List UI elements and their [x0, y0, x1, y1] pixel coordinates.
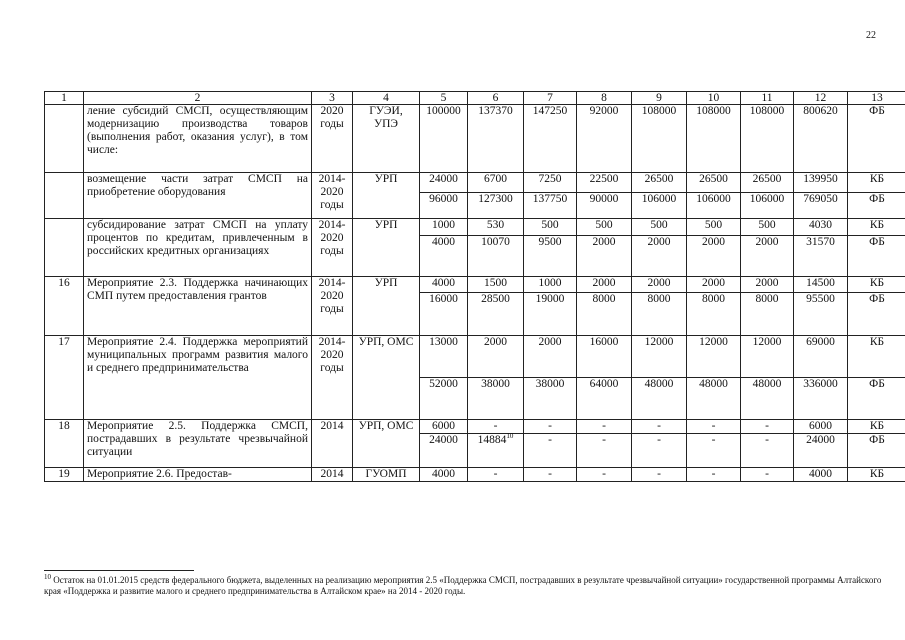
amount-cell [577, 468, 632, 482]
amount-cell [420, 420, 468, 434]
cell-value: 14884 [477, 434, 507, 446]
amount-cell [524, 219, 577, 236]
amount-cell [420, 173, 468, 193]
cell-value: 90000 [589, 193, 619, 205]
cell-value: 139950 [803, 173, 838, 185]
footnote-ref: 10 [506, 432, 514, 441]
amount-cell [741, 420, 794, 434]
amount-cell [468, 336, 524, 378]
amount-cell [794, 277, 848, 293]
amount-cell [687, 378, 741, 420]
cell-value: 24000 [806, 434, 835, 446]
amount-cell [420, 236, 468, 277]
cell-value: - [548, 468, 552, 480]
footnote-rule [44, 570, 194, 571]
cell-value: 2000 [702, 236, 725, 248]
amount-cell [632, 277, 687, 293]
amount-cell [468, 468, 524, 482]
cell-value: 500 [595, 219, 613, 231]
header-cell: 2 [84, 92, 312, 105]
amount-cell [687, 193, 741, 219]
cell-value: - [493, 420, 498, 432]
header-cell: 11 [741, 92, 794, 105]
amount-cell [687, 277, 741, 293]
activity-description: субсидирование затрат СМСП на уплату процентов по кредитам, привлеченным в российских кредитных организациях [84, 219, 312, 277]
header-cell: 9 [632, 92, 687, 105]
amount-cell [687, 219, 741, 236]
funding-source [848, 193, 905, 219]
cell-value: 1000 [538, 277, 562, 289]
amount-cell [687, 434, 741, 468]
cell-value: ФБ [869, 434, 885, 446]
amount-cell [577, 219, 632, 236]
amount-cell [420, 219, 468, 236]
cell-value: 137370 [478, 105, 513, 117]
cell-value: 12000 [752, 336, 782, 348]
amount-cell [632, 420, 687, 434]
funding-source [848, 434, 905, 468]
header-row [45, 92, 905, 105]
cell-value: 2000 [538, 336, 562, 348]
amount-cell [468, 277, 524, 293]
amount-cell [632, 336, 687, 378]
cell-value: - [765, 434, 769, 446]
cell-value: - [711, 420, 716, 432]
cell-value: 2000 [484, 336, 507, 348]
amount-cell [577, 293, 632, 336]
activity-description: Мероприятие 2.4. Поддержка мероприятий муниципальных программ развития малого и среднего предпринимательства [84, 336, 312, 420]
cell-value: 6000 [809, 420, 832, 432]
footnote-text: Остаток на 01.01.2015 средств федерального бюджета, выделенных на реализацию мероприятия 2.5 «Поддержка СМСП, пострадавших в результате чрезвычайной ситуации» государственной программы Алтайского края «Поддержка и развитие малого и среднего предпринимательства в Алтайском крае» на 2014 - 2020 годы. [44, 575, 882, 596]
row-number: 16 [45, 277, 84, 336]
table-row [45, 173, 905, 193]
amount-cell [632, 236, 687, 277]
cell-value: 106000 [696, 193, 731, 205]
cell-value: 6000 [432, 420, 455, 432]
amount-cell [687, 468, 741, 482]
page-number: 22 [866, 30, 876, 41]
period: 2014 [312, 420, 353, 468]
cell-value: 2000 [702, 277, 725, 289]
table-row [45, 336, 905, 378]
cell-value: 8000 [702, 293, 725, 305]
cell-value: 14500 [806, 277, 835, 289]
cell-value: 2000 [647, 277, 671, 289]
amount-cell [687, 236, 741, 277]
cell-value: 1000 [432, 219, 455, 231]
cell-value: 31570 [806, 236, 835, 248]
amount-cell [741, 434, 794, 468]
cell-value: 4000 [432, 277, 455, 289]
amount-cell [420, 277, 468, 293]
cell-value: 38000 [481, 378, 510, 390]
amount-cell [794, 434, 848, 468]
cell-value: 26500 [752, 173, 782, 185]
cell-value: 52000 [429, 378, 458, 390]
cell-value: 26500 [699, 173, 728, 185]
cell-value: 500 [704, 219, 723, 231]
executor: УРП [353, 219, 420, 277]
cell-value: 6700 [484, 173, 507, 185]
amount-cell [524, 378, 577, 420]
amount-cell [741, 193, 794, 219]
cell-value: 48000 [644, 378, 674, 390]
header-cell: 5 [420, 92, 468, 105]
cell-value: 22500 [589, 173, 619, 185]
amount-cell [577, 173, 632, 193]
cell-value: КБ [869, 420, 885, 432]
period: 2020 годы [312, 105, 353, 173]
amount-cell [524, 236, 577, 277]
amount-cell [420, 105, 468, 173]
cell-value: 2000 [755, 236, 779, 248]
period: 2014-2020 годы [312, 219, 353, 277]
amount-cell [741, 468, 794, 482]
cell-value: 106000 [749, 193, 785, 205]
row-number [45, 219, 84, 277]
amount-cell [632, 378, 687, 420]
amount-cell [468, 378, 524, 420]
cell-value: 69000 [806, 336, 835, 348]
amount-cell [468, 173, 524, 193]
cell-value: 8000 [755, 293, 779, 305]
amount-cell [687, 173, 741, 193]
activity-description: Мероприятие 2.5. Поддержка СМСП, пострадавших в результате чрезвычайной ситуации [84, 420, 312, 468]
amount-cell [468, 105, 524, 173]
amount-cell [577, 105, 632, 173]
activity-description: Мероприятие 2.6. Предостав- [84, 468, 312, 482]
activity-description: Мероприятие 2.3. Поддержка начинающих СМП путем предоставления грантов [84, 277, 312, 336]
amount-cell [524, 105, 577, 173]
amount-cell [468, 420, 524, 434]
row-number: 19 [45, 468, 84, 482]
cell-value: 19000 [535, 293, 565, 305]
amount-cell [687, 336, 741, 378]
header-cell: 3 [312, 92, 353, 105]
cell-value: 64000 [589, 378, 619, 390]
footnote-marker: 10 [44, 573, 51, 581]
cell-value: 147250 [532, 105, 568, 117]
amount-cell [524, 420, 577, 434]
activity-description: возмещение части затрат СМСП на приобретение оборудования [84, 173, 312, 219]
cell-value: 4000 [432, 236, 455, 248]
table-row [45, 468, 905, 482]
cell-value: 800620 [803, 105, 838, 117]
cell-value: ФБ [869, 193, 885, 205]
cell-value: 7250 [538, 173, 562, 185]
amount-cell [577, 336, 632, 378]
cell-value: КБ [869, 468, 885, 480]
cell-value: 95500 [806, 293, 835, 305]
amount-cell [420, 293, 468, 336]
cell-value: 2000 [647, 236, 671, 248]
executor: УРП [353, 173, 420, 219]
cell-value: КБ [869, 219, 885, 231]
amount-cell [577, 236, 632, 277]
cell-value: 2000 [755, 277, 779, 289]
header-cell: 12 [794, 92, 848, 105]
amount-cell [794, 378, 848, 420]
table-row [45, 105, 905, 173]
cell-value: 108000 [641, 105, 677, 117]
amount-cell [794, 336, 848, 378]
funding-source [848, 420, 905, 434]
cell-value: 2000 [592, 236, 616, 248]
amount-cell [741, 378, 794, 420]
amount-cell [468, 219, 524, 236]
cell-value: 106000 [641, 193, 677, 205]
header-cell: 13 [848, 92, 905, 105]
amount-cell [577, 434, 632, 468]
cell-value: 500 [650, 219, 668, 231]
amount-cell [632, 193, 687, 219]
cell-value: 9500 [538, 236, 562, 248]
header-cell: 8 [577, 92, 632, 105]
cell-value: 24000 [429, 173, 458, 185]
cell-value: - [711, 468, 716, 480]
amount-cell [741, 105, 794, 173]
cell-value: 500 [541, 219, 559, 231]
cell-value: ФБ [869, 293, 885, 305]
amount-cell [420, 434, 468, 468]
cell-value: 108000 [696, 105, 731, 117]
funding-source [848, 336, 905, 378]
amount-cell [524, 434, 577, 468]
amount-cell [687, 420, 741, 434]
amount-cell [468, 193, 524, 219]
executor: УРП, ОМС [353, 336, 420, 420]
cell-value: - [602, 420, 606, 432]
cell-value: 100000 [426, 105, 461, 117]
cell-value: 4000 [432, 468, 455, 480]
activity-description: ление субсидий СМСП, осуществляющим модернизацию производства товаров (выполнения работ, оказания услуг), в том числе: [84, 105, 312, 173]
cell-value: 8000 [647, 293, 671, 305]
executor: УРП [353, 277, 420, 336]
funding-source [848, 468, 905, 482]
amount-cell [577, 420, 632, 434]
amount-cell [577, 378, 632, 420]
cell-value: 16000 [589, 336, 619, 348]
cell-value: 16000 [429, 293, 458, 305]
amount-cell [468, 236, 524, 277]
cell-value: 4000 [809, 468, 832, 480]
amount-cell [468, 293, 524, 336]
header-cell: 7 [524, 92, 577, 105]
executor: УРП, ОМС [353, 420, 420, 468]
cell-value: 13000 [429, 336, 458, 348]
table-row [45, 277, 905, 293]
cell-value: 10070 [481, 236, 510, 248]
cell-value: 26500 [644, 173, 674, 185]
cell-value: ФБ [869, 236, 885, 248]
amount-cell [741, 236, 794, 277]
amount-cell [524, 336, 577, 378]
amount-cell [794, 105, 848, 173]
funding-source [848, 105, 905, 173]
cell-value: - [602, 468, 606, 480]
funding-source [848, 277, 905, 293]
amount-cell [741, 293, 794, 336]
amount-cell [468, 434, 524, 468]
amount-cell [420, 378, 468, 420]
amount-cell [794, 420, 848, 434]
period: 2014-2020 годы [312, 277, 353, 336]
amount-cell [632, 434, 687, 468]
amount-cell [420, 336, 468, 378]
cell-value: 12000 [644, 336, 674, 348]
amount-cell [687, 105, 741, 173]
amount-cell [794, 219, 848, 236]
program-activities-table [44, 91, 905, 482]
amount-cell [794, 173, 848, 193]
cell-value: 769050 [803, 193, 838, 205]
cell-value: 48000 [752, 378, 782, 390]
amount-cell [794, 193, 848, 219]
amount-cell [794, 236, 848, 277]
cell-value: - [711, 434, 716, 446]
cell-value: 336000 [803, 378, 838, 390]
executor: ГУЭИ, УПЭ [353, 105, 420, 173]
amount-cell [420, 193, 468, 219]
amount-cell [632, 468, 687, 482]
funding-source [848, 293, 905, 336]
cell-value: 108000 [749, 105, 785, 117]
row-number: 17 [45, 336, 84, 420]
header-cell: 1 [45, 92, 84, 105]
header-cell: 4 [353, 92, 420, 105]
amount-cell [420, 468, 468, 482]
amount-cell [632, 293, 687, 336]
amount-cell [741, 336, 794, 378]
cell-value: 28500 [481, 293, 510, 305]
cell-value: 38000 [535, 378, 565, 390]
amount-cell [794, 293, 848, 336]
amount-cell [632, 105, 687, 173]
table-row [45, 420, 905, 434]
cell-value: 8000 [592, 293, 616, 305]
cell-value: ФБ [869, 378, 885, 390]
cell-value: ФБ [869, 105, 885, 117]
cell-value: КБ [869, 277, 885, 289]
amount-cell [741, 173, 794, 193]
cell-value: 96000 [429, 193, 458, 205]
cell-value: 500 [758, 219, 776, 231]
cell-value: 12000 [699, 336, 728, 348]
row-number [45, 105, 84, 173]
period: 2014 [312, 468, 353, 482]
cell-value: 92000 [589, 105, 619, 117]
amount-cell [577, 277, 632, 293]
cell-value: 4030 [809, 219, 832, 231]
amount-cell [524, 193, 577, 219]
cell-value: 530 [486, 219, 505, 231]
row-number: 18 [45, 420, 84, 468]
amount-cell [794, 468, 848, 482]
amount-cell [524, 293, 577, 336]
cell-value: - [657, 420, 661, 432]
cell-value: КБ [869, 336, 885, 348]
cell-value: 48000 [699, 378, 728, 390]
cell-value: 127300 [478, 193, 513, 205]
cell-value: 137750 [532, 193, 568, 205]
amount-cell [524, 173, 577, 193]
cell-value: 24000 [429, 434, 458, 446]
footnote [44, 575, 889, 597]
period: 2014-2020 годы [312, 336, 353, 420]
cell-value: 2000 [592, 277, 616, 289]
cell-value: - [548, 420, 552, 432]
header-cell: 6 [468, 92, 524, 105]
cell-value: 1500 [484, 277, 507, 289]
amount-cell [687, 293, 741, 336]
cell-value: - [548, 434, 552, 446]
cell-value: - [493, 468, 498, 480]
amount-cell [632, 173, 687, 193]
funding-source [848, 219, 905, 236]
header-cell: 10 [687, 92, 741, 105]
executor: ГУОМП [353, 468, 420, 482]
row-number [45, 173, 84, 219]
amount-cell [524, 468, 577, 482]
funding-source [848, 173, 905, 193]
funding-source [848, 236, 905, 277]
amount-cell [632, 219, 687, 236]
cell-value: - [765, 420, 769, 432]
table-row [45, 219, 905, 236]
cell-value: - [657, 434, 661, 446]
cell-value: - [765, 468, 769, 480]
amount-cell [577, 193, 632, 219]
period: 2014-2020 годы [312, 173, 353, 219]
amount-cell [524, 277, 577, 293]
funding-source [848, 378, 905, 420]
cell-value: - [602, 434, 606, 446]
cell-value: КБ [869, 173, 885, 185]
amount-cell [741, 219, 794, 236]
amount-cell [741, 277, 794, 293]
cell-value: - [657, 468, 661, 480]
